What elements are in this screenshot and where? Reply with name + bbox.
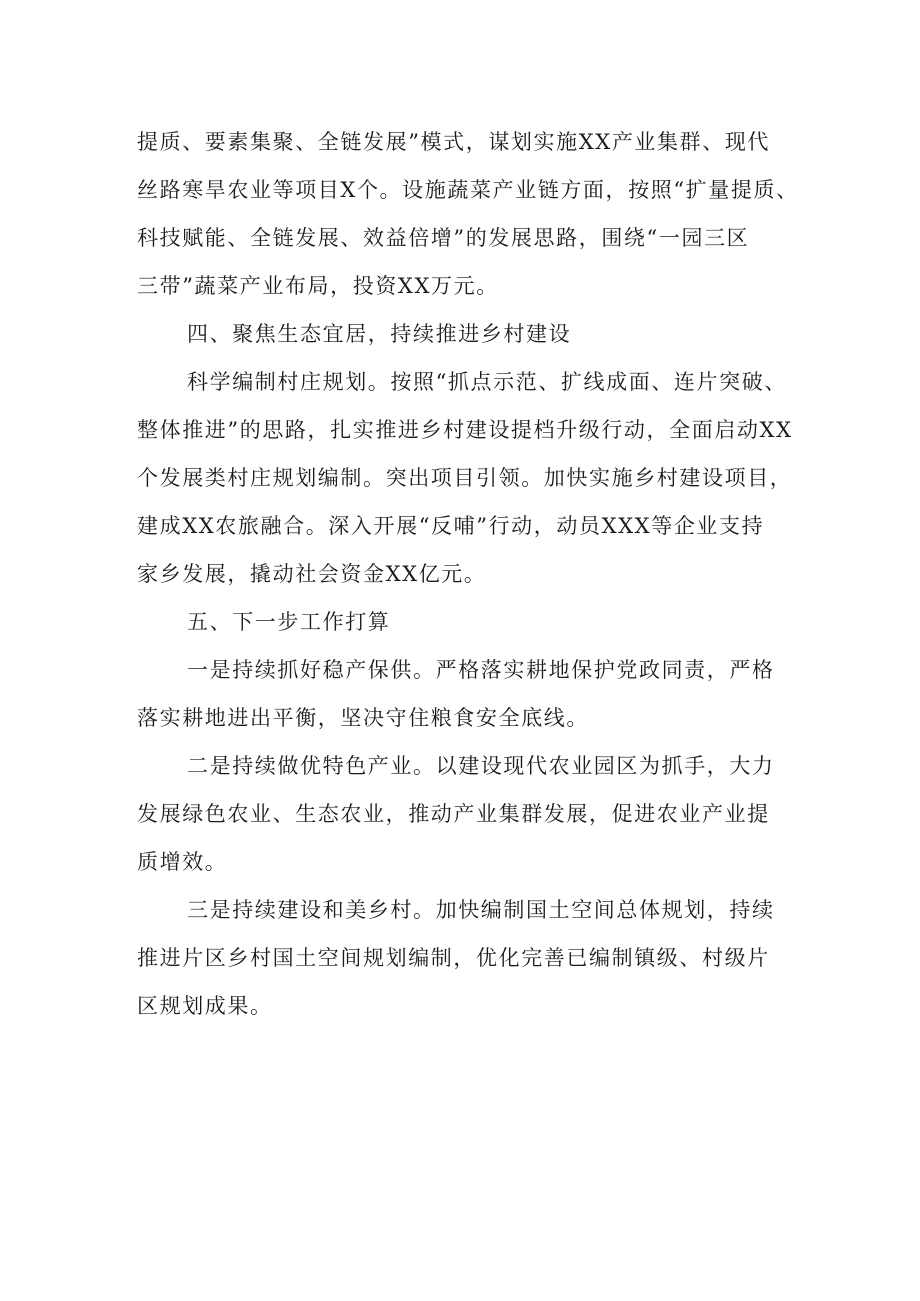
paragraph [137, 886, 792, 1030]
paragraph-line: 丝路寒旱农业等项目X个。设施蔬菜产业链方面，按照“扩量提质、 [137, 178, 799, 202]
paragraph-line: 发展绿色农业、生态农业，推动产业集群发展，促进农业产业提 [137, 802, 770, 826]
paragraph-line: 科学编制村庄规划。按照“抓点示范、扩线成面、连片突破、 [187, 370, 787, 394]
paragraph-line: 三带”蔬菜产业布局，投资XX万元。 [137, 274, 499, 298]
paragraph-line: 提质、要素集聚、全链发展”模式，谋划实施XX产业集群、现代 [137, 130, 771, 154]
paragraph-line: 质增效。 [137, 850, 228, 874]
paragraph-line: 科技赋能、全链发展、效益倍增”的发展思路，围绕“一园三区 [137, 226, 750, 250]
paragraph-line: 三是持续建设和美乡村。加快编制国土空间总体规划，持续 [187, 898, 775, 922]
paragraph-line: 区规划成果。 [137, 994, 273, 1018]
paragraph-line: 个发展类村庄规划编制。突出项目引领。加快实施乡村建设项目， [137, 466, 793, 490]
paragraph-line: 二是持续做优特色产业。以建设现代农业园区为抓手，大力 [187, 754, 775, 778]
paragraph-line: 推进片区乡村国土空间规划编制，优化完善已编制镇级、村级片 [137, 946, 770, 970]
section-heading: 五、下一步工作打算 [187, 610, 391, 634]
paragraph [137, 646, 792, 742]
paragraph [137, 742, 792, 886]
paragraph-line: 整体推进”的思路，扎实推进乡村建设提档升级行动，全面启动XX [137, 418, 793, 442]
paragraph-line: 建成XX农旅融合。深入开展“反哺”行动，动员XXX等企业支持 [137, 514, 765, 538]
section-heading: 四、聚焦生态宜居，持续推进乡村建设 [187, 322, 572, 346]
paragraph-line: 家乡发展，撬动社会资金XX亿元。 [137, 562, 487, 586]
document-body [137, 118, 799, 1030]
paragraph-line: 一是持续抓好稳产保供。严格落实耕地保护党政同责，严格 [187, 658, 775, 682]
paragraph [137, 358, 792, 598]
paragraph [137, 118, 799, 310]
paragraph-line: 落实耕地进出平衡，坚决守住粮食安全底线。 [137, 706, 589, 730]
